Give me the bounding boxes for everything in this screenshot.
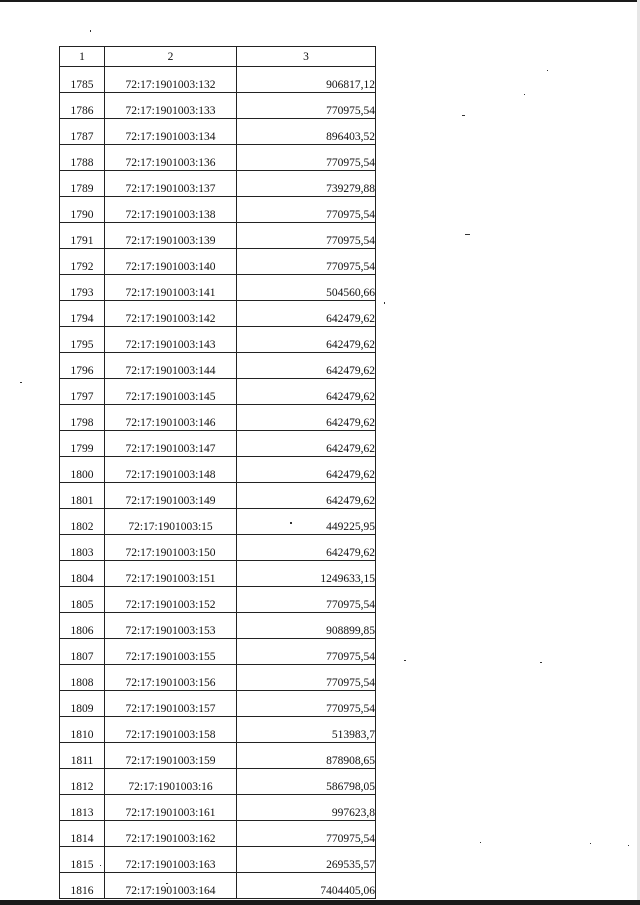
table-row — [60, 691, 376, 717]
value-amount: 642479,62 — [237, 327, 376, 353]
value-amount: 770975,54 — [237, 639, 376, 665]
value-amount: 770975,54 — [237, 223, 376, 249]
row-number: 1796 — [60, 353, 105, 379]
cadastral-number: 72:17:1901003:155 — [105, 639, 237, 665]
table-row — [60, 327, 376, 353]
row-number: 1802 — [60, 509, 105, 535]
table-row — [60, 301, 376, 327]
value-amount: 642479,62 — [237, 457, 376, 483]
value-amount: 739279,88 — [237, 171, 376, 197]
row-number: 1809 — [60, 691, 105, 717]
cadastral-number: 72:17:1901003:153 — [105, 613, 237, 639]
scan-speck — [462, 115, 465, 116]
table-row — [60, 769, 376, 795]
row-number: 1801 — [60, 483, 105, 509]
row-number: 1786 — [60, 93, 105, 119]
scan-speck — [20, 382, 22, 383]
cadastral-number: 72:17:1901003:16 — [105, 769, 237, 795]
row-number: 1810 — [60, 717, 105, 743]
cadastral-number: 72:17:1901003:133 — [105, 93, 237, 119]
table-body — [60, 67, 376, 899]
cadastral-number: 72:17:1901003:140 — [105, 249, 237, 275]
row-number: 1815 — [60, 847, 105, 873]
cadastral-number: 72:17:1901003:149 — [105, 483, 237, 509]
value-amount: 997623,8 — [237, 795, 376, 821]
cadastral-number: 72:17:1901003:144 — [105, 353, 237, 379]
row-number: 1788 — [60, 145, 105, 171]
cadastral-number: 72:17:1901003:139 — [105, 223, 237, 249]
table-row — [60, 67, 376, 93]
value-amount: 878908,65 — [237, 743, 376, 769]
value-amount: 770975,54 — [237, 821, 376, 847]
value-amount: 449225,95 — [237, 509, 376, 535]
row-number: 1799 — [60, 431, 105, 457]
value-amount: 770975,54 — [237, 691, 376, 717]
scan-speck — [404, 660, 406, 661]
row-number: 1794 — [60, 301, 105, 327]
cadastral-table — [59, 46, 376, 899]
scan-speck — [90, 30, 91, 32]
cadastral-number: 72:17:1901003:157 — [105, 691, 237, 717]
cadastral-number: 72:17:1901003:161 — [105, 795, 237, 821]
scan-speck — [590, 843, 591, 844]
row-number: 1803 — [60, 535, 105, 561]
cadastral-number: 72:17:1901003:164 — [105, 873, 237, 899]
column-header-2: 2 — [105, 47, 237, 67]
value-amount: 642479,62 — [237, 431, 376, 457]
cadastral-number: 72:17:1901003:158 — [105, 717, 237, 743]
scan-edge-bottom — [0, 900, 640, 905]
table-row — [60, 457, 376, 483]
table-row — [60, 535, 376, 561]
cadastral-number: 72:17:1901003:147 — [105, 431, 237, 457]
cadastral-number: 72:17:1901003:146 — [105, 405, 237, 431]
cadastral-number: 72:17:1901003:152 — [105, 587, 237, 613]
row-number: 1792 — [60, 249, 105, 275]
scan-speck — [547, 70, 548, 71]
table-row — [60, 613, 376, 639]
table-row — [60, 561, 376, 587]
value-amount: 906817,12 — [237, 67, 376, 93]
table-row — [60, 509, 376, 535]
row-number: 1800 — [60, 457, 105, 483]
cadastral-number: 72:17:1901003:134 — [105, 119, 237, 145]
table-row — [60, 197, 376, 223]
cadastral-number: 72:17:1901003:151 — [105, 561, 237, 587]
table-header-row — [60, 47, 376, 67]
cadastral-number: 72:17:1901003:137 — [105, 171, 237, 197]
value-amount: 770975,54 — [237, 197, 376, 223]
table-row — [60, 249, 376, 275]
value-amount: 642479,62 — [237, 535, 376, 561]
column-header-3: 3 — [237, 47, 376, 67]
scan-speck — [540, 662, 542, 663]
row-number: 1785 — [60, 67, 105, 93]
value-amount: 1249633,15 — [237, 561, 376, 587]
row-number: 1813 — [60, 795, 105, 821]
table-row — [60, 119, 376, 145]
value-amount: 586798,05 — [237, 769, 376, 795]
row-number: 1808 — [60, 665, 105, 691]
cadastral-number: 72:17:1901003:163 — [105, 847, 237, 873]
table-row — [60, 483, 376, 509]
row-number: 1805 — [60, 587, 105, 613]
cadastral-number: 72:17:1901003:159 — [105, 743, 237, 769]
row-number: 1804 — [60, 561, 105, 587]
cadastral-number: 72:17:1901003:138 — [105, 197, 237, 223]
table-row — [60, 873, 376, 899]
table-row — [60, 847, 376, 873]
table-row — [60, 353, 376, 379]
row-number: 1790 — [60, 197, 105, 223]
value-amount: 504560,66 — [237, 275, 376, 301]
row-number: 1812 — [60, 769, 105, 795]
row-number: 1793 — [60, 275, 105, 301]
value-amount: 770975,54 — [237, 249, 376, 275]
value-amount: 642479,62 — [237, 379, 376, 405]
cadastral-number: 72:17:1901003:136 — [105, 145, 237, 171]
cadastral-number: 72:17:1901003:150 — [105, 535, 237, 561]
cadastral-number: 72:17:1901003:156 — [105, 665, 237, 691]
table-row — [60, 379, 376, 405]
table-row — [60, 639, 376, 665]
cadastral-number: 72:17:1901003:15 — [105, 509, 237, 535]
value-amount: 269535,57 — [237, 847, 376, 873]
scan-speck — [524, 94, 525, 95]
row-number: 1795 — [60, 327, 105, 353]
value-amount: 770975,54 — [237, 587, 376, 613]
cadastral-number: 72:17:1901003:148 — [105, 457, 237, 483]
table-row — [60, 223, 376, 249]
row-number: 1798 — [60, 405, 105, 431]
value-amount: 908899,85 — [237, 613, 376, 639]
value-amount: 770975,54 — [237, 665, 376, 691]
value-amount: 896403,52 — [237, 119, 376, 145]
value-amount: 513983,7 — [237, 717, 376, 743]
table-row — [60, 587, 376, 613]
table-row — [60, 743, 376, 769]
row-number: 1814 — [60, 821, 105, 847]
table-row — [60, 405, 376, 431]
scan-speck — [480, 842, 481, 843]
table-row — [60, 275, 376, 301]
table-row — [60, 717, 376, 743]
cadastral-number: 72:17:1901003:141 — [105, 275, 237, 301]
row-number: 1807 — [60, 639, 105, 665]
value-amount: 7404405,06 — [237, 873, 376, 899]
cadastral-number: 72:17:1901003:142 — [105, 301, 237, 327]
table-row — [60, 145, 376, 171]
value-amount: 642479,62 — [237, 405, 376, 431]
scan-speck — [384, 302, 385, 304]
row-number: 1787 — [60, 119, 105, 145]
row-number: 1806 — [60, 613, 105, 639]
row-number: 1789 — [60, 171, 105, 197]
table-row — [60, 821, 376, 847]
scan-speck — [465, 234, 470, 235]
table-row — [60, 171, 376, 197]
scan-speck — [628, 845, 629, 846]
row-number: 1816 — [60, 873, 105, 899]
row-number: 1791 — [60, 223, 105, 249]
cadastral-number: 72:17:1901003:162 — [105, 821, 237, 847]
value-amount: 642479,62 — [237, 483, 376, 509]
cadastral-number: 72:17:1901003:132 — [105, 67, 237, 93]
value-amount: 770975,54 — [237, 93, 376, 119]
scan-edge-top — [0, 0, 640, 2]
table-row — [60, 795, 376, 821]
value-amount: 642479,62 — [237, 301, 376, 327]
value-amount: 642479,62 — [237, 353, 376, 379]
row-number: 1811 — [60, 743, 105, 769]
row-number: 1797 — [60, 379, 105, 405]
column-header-1: 1 — [60, 47, 105, 67]
table-row — [60, 431, 376, 457]
table-row — [60, 93, 376, 119]
table-row — [60, 665, 376, 691]
cadastral-number: 72:17:1901003:145 — [105, 379, 237, 405]
cadastral-number: 72:17:1901003:143 — [105, 327, 237, 353]
value-amount: 770975,54 — [237, 145, 376, 171]
